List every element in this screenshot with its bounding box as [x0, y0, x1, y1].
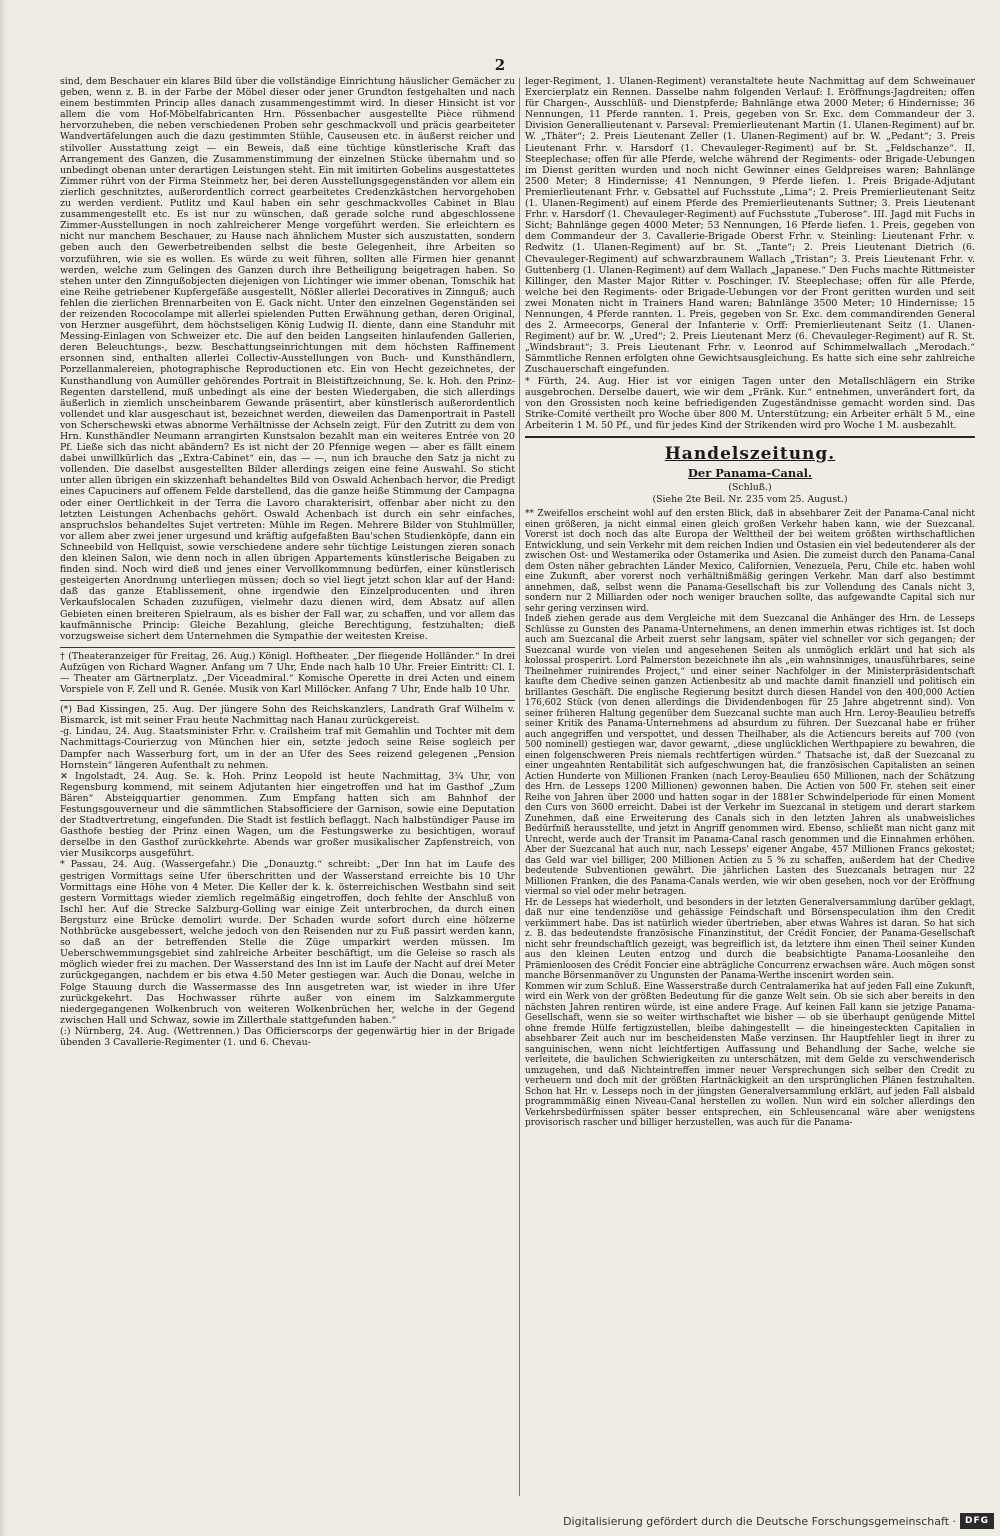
article-exhibition-review: sind, dem Beschauer ein klares Bild über die vollständige Einrichtung häuslicher Gemächer zu geben, wenn z. B. in der Farbe der Möbel dieser oder jener Grundton festgehalten und nach einem bestimmten Princip alles danach zusammengestimmt wird. In dieser Hinsicht ist vor allem die vom Hof-Möbelfabricanten Hrn. Pössenbacher ausgestellte Pièce rühmend hervorzuheben, die neben verschiedenen Proben sehr geschmackvoll und präcis gearbeiteter Wandvertäfelungen auch die dazu gestimmten Stühle, Causeusen etc. in äußerst reicher und stilvoller Ausstattung zeigt — ein Beweis, daß eine tüchtige künstlerische Kraft das Arrangement des Ganzen, die Zusammenstimmung der einzelnen Stücke übernahm und so unbedingt obenan unter derartigen Leistungen steht. Ein mit imitirten Gobelins ausgestattetes Zimmer rührt von der Firma Steinmetz her, bei deren Ausstellungsgegenständen vor allem ein zierlich geschnitztes, außerordentlich correct gearbeitetes Credenzkästchen hervorgehoben zu werden verdient. Putlitz und Kaul haben ein sehr geschmackvolles Cabinet in Blau zusammengestellt etc. Es ist nur zu wünschen, daß gerade solche rund abgeschlossene Zimmer-Ausstellungen in noch zahlreicherer Menge vorgeführt werden. Sie erleichtern es nicht nur manchem Beschauer, zu Hause nach ähnlichem Muster sich auszustatten, sondern geben auch den Gewerbetreibenden selbst die beste Gelegenheit, ihre Arbeiten so vorzuführen, wie sie es wollen. Es würde zu weit führen, sollten alle Firmen hier genannt werden, welche zum Gelingen des Ganzen durch ihre Betheiligung beigetragen haben. So stehen unter den Zinngußobjecten diejenigen von Lichtinger wie immer obenan, Tomschik hat eine Reihe getriebener Kupfergefäße ausgestellt, Nößler allerlei Decoratives in Zinnguß; auch fehlen die zierlichen Brennarbeiten von E. Gack nicht. Unter den einzelnen Gegenständen sei der reizenden Rococolampe mit allerlei spielenden Putten Erwähnung gethan, deren Original, von Herzner ausgeführt, dem höchstseligen König Ludwig II. diente, dann eine Standuhr mit Messing-Einlagen von Schweizer etc. Die auf den beiden Langseiten hinlaufenden Gallerien, deren Beleuchtungs-, bezw. Beschattungseinrichtungen mit dem höchsten Raffinement ersonnen sind, enthalten allerlei Collectiv-Ausstellungen von Buch- und Kunsthändlern, Porzellanmalereien, photographische Reproductionen etc. Ein von Hecht gezeichnetes, der Kunsthandlung von Aumüller gehörendes Portrait in Bleistiftzeichnung, Se. k. Hoh. den Prinz-Regenten darstellend, muß unbedingt als eine der besten Wiedergaben, die sich allerdings äußerlich in ziemlich unscheinbarem Gewande präsentirt, aber künstlerisch außerordentlich vollendet und klar ausgeschaut ist, bezeichnet werden, dieweilen das Damenportrait in Pastell von Scherschewski etwas abnorme Verhältnisse der Achseln zeigt. Für den Zutritt zu dem von Hrn. Kunsthändler Neumann arrangirten Kunstsalon bezahlt man ein weiteres Entrée von 20 Pf. Ließe sich das nicht abändern? Es ist nicht der 20 Pfennige wegen — aber es fällt einem dabei unwillkürlich das „Extra-Cabinet“ ein, das — —, nun ich brauche den Satz ja nicht zu vollenden. Die daselbst ausgestellten Bilder allerdings zeigen eine feine Auswahl. So sticht unter allen übrigen ein skizzenhaft behandeltes Bild von Oswald Achenbach hervor, die Predigt eines Capuciners auf offenem Felde darstellend, das die ganze heiße Stimmung der Campagna oder einer Oertlichkeit in der Terra die Lavoro charakterisirt, offenbar aber nicht zu den letzten Leistungen Achenbachs gehört. Oswald Achenbach ist durch ein sehr einfaches, anspruchslos behandeltes Sujet vertreten: Mühle im Regen. Mehrere Bilder von Stuhlmüller, vor allem aber zwei jener urgesund und kräftig aufgefaßten Bau'schen Studienköpfe, dann ein Schneebild von Hellquist, sowie verschiedene andere sehr tüchtige Leistungen zieren sonach den kleinen Salon, wie denn noch in allen übrigen Appartements künstlerische Beigaben zu finden sind. Noch wird dieß und jenes einer Vervollkommnung bedürfen, einer künstlerisch gesteigerten Anordnung unterliegen müssen; doch so viel liegt jetzt schon klar auf der Hand: daß das ganze Etablissement, ohne irgendwie den Einzelproducenten und ihren Verkaufslocalen Schaden zuzufügen, vielmehr dazu dienen wird, dem Absatz auf allen Gebieten einen breiteren Spielraum, als es bisher der Fall war, zu schaffen, und vor allem das kaufmännische Princip: Gleiche Bezahlung, gleiche Berechtigung, festzuhalten; dieß vorzugsweise sichert dem Unternehmen die Sympathie der weitesten Kreise.: [60, 76, 515, 642]
panama-paragraph: Indeß ziehen gerade aus dem Vergleiche mit dem Suezcanal die Anhänger des Hrn. de Lesseps Schlüsse zu Gunsten des Panama-Unternehmens, an denen immerhin etwas richtiges ist. Ist doch auch am Suezcanal die Arbeit zuerst sehr langsam, später viel schneller vor sich gegangen; der Suezcanal wurde von vielen und angesehenen Seiten als unmöglich erklärt und hat sich als kolossal prosperirt. Lord Palmerston bezeichnete ihn als „ein wahnsinniges, unausführbares, seine Theilnehmer ruinirendes Project,“ und einer seiner Nachfolger in der Ministerpräsidentschaft kaufte dem Chedive seinen ganzen Actienbesitz ab und machte damit finanziell und politisch ein brillantes Geschäft. Die englische Regierung besitzt durch diesen Handel von den 400,000 Actien 176,602 Stück (von denen allerdings die Dividendenbogen für 25 Jahre abgetrennt sind). Von seiner früheren Haltung gegenüber dem Suezcanal suchte man auch Hrn. Leroy-Beaulieu betreffs seiner Kritik des Panama-Unternehmens ad absurdum zu führen. Der Suezcanal habe er früher auch angegriffen und verspottet, und dessen Theilhaber, als die Actiencurs bereits auf 700 (von 500 nominell) gestiegen war, davor gewarnt, „diese unglücklichen Werthpapiere zu bewahren, die einen folgenschweren Preis niemals rechtfertigen würden.“ Thatsache ist, daß der Suezcanal zu einer ungeahnten Rentabilität sich aufgeschwungen hat, die französischen Capitalisten an seinen Actien Hunderte von Millionen Franken (nach Leroy-Beaulieu 650 Millionen, nach der Schätzung des Hrn. de Lesseps 1200 Millionen) gewonnen haben. Die Actien von 500 Fr. stehen seit einer Reihe von Jahren über 2000 und hatten sogar in der 1881er Schwindelperiode für einen Moment den Curs von 3600 erreicht. Dabei ist der Verkehr im Suezcanal in stetigem und derart starkem Zunehmen, daß eine Erweiterung des Canals sich in den letzten Jahren als unabweisliches Bedürfniß herausstellte, und jetzt in Angriff genommen wird. Ebenso, schließt man nicht ganz mit Unrecht, werde auch der Transit im Panama-Canal rasch genommen und die Einnahmen erhöhen. Aber der Suezcanal hat auch nur, nach Lesseps' eigener Angabe, 457 Millionen Francs gekostet; das Geld war viel billiger, 200 Millionen Actien zu 5 % zu schaffen, außerdem hat der Chedive bedeutende Subventionen gewährt. Die jährlichen Lasten des Suezcanals betragen nur 22 Millionen Franken, die des Panama-Canals werden, wie wir oben gesehen, noch vor der Eröffnung viermal so viel oder mehr betragen.: [525, 614, 975, 897]
article-reference: (Siehe 2te Beil. Nr. 235 vom 25. August.): [652, 494, 848, 505]
separator-rule: [60, 700, 515, 701]
separator-rule: [60, 647, 515, 648]
page-number: 2: [494, 56, 506, 74]
footer-credit: Digitalisierung gefördert durch die Deutsche Forschungsgemeinschaft ·: [563, 1515, 956, 1528]
article-fuerth: * Fürth, 24. Aug. Hier ist vor einigen Tagen unter den Metallschlägern ein Strike ausgebrochen. Derselbe dauert, wie wir dem „Fränk. Kur.“ entnehmen, unverändert fort, da von den Grossisten noch keine befriedigenden Zugeständnisse gemacht worden sind. Das Strike-Comité vertheilt pro Woche über 800 M. Unterstützung; ein Arbeiter erhält 5 M., eine Arbeiterin 1 M. 50 Pf., und für jedes Kind der Strikenden wird pro Woche 1 M. ausbezahlt.: [525, 375, 975, 431]
article-title: Der Panama-Canal.: [687, 466, 813, 480]
scan-edge-left: [0, 0, 6, 1536]
column-divider: [519, 78, 520, 1496]
article-passau: * Passau, 24. Aug. (Wassergefahr.) Die „Donauztg.“ schreibt: „Der Inn hat im Laufe des gestrigen Vormittags seine Ufer überschritten und der Wasserstand erreichte bis 10 Uhr Vormittags eine Höhe von 4 Meter. Die Keller der k. k. österreichischen Westbahn sind seit gestern Vormittags wieder ziemlich regelmäßig eingetroffen, doch fehlte der Anschluß von Ischl her. Auf die Strecke Salzburg-Golling war einige Zeit unterbrochen, da durch einen Bergsturz eine Brücke demolirt wurde. Der Schaden wurde sofort durch eine hölzerne Nothbrücke ausgebessert, welche jedoch von den Reisenden nur zu Fuß passirt werden kann, so daß an der betreffenden Stelle die Züge umparkirt werden müssen. Im Ueberschwemmungsgebiet sind zahlreiche Arbeiter beschäftigt, um die Geleise so rasch als möglich wieder frei zu machen. Der Wasserstand des Inn ist im Laufe der Nacht auf drei Meter zurückgegangen, nachdem er bis etwa 4.50 Meter gestiegen war. Auch die Donau, welche in Folge Stauung durch die Wassermasse des Inn ausgetreten war, ist wieder in ihre Ufer zurückgekehrt. Das Hochwasser rührte außer von einem im Salzkammergute niedergegangenen Wolkenbruch von weiteren Wolkenbrüchen her, welche in der Gegend zwischen Hall und Schwaz, sowie im Zillerthale stattgefunden haben.“: [60, 859, 515, 1026]
article-theater-listing: † (Theateranzeiger für Freitag, 26. Aug.) Königl. Hoftheater. „Der fliegende Holländer.“ In drei Aufzügen von Richard Wagner. Anfang um 7 Uhr, Ende nach halb 10 Uhr. Freier Eintritt: Cl. I. — Theater am Gärtnerplatz. „Der Viceadmiral.“ Komische Operette in drei Acten und einem Vorspiele von F. Zell und R. Genée. Musik von Karl Millöcker. Anfang 7 Uhr, Ende halb 10 Uhr.: [60, 650, 515, 696]
article-continuation-note: (Schluß.): [728, 482, 772, 493]
article-bad-kissingen: (*) Bad Kissingen, 25. Aug. Der jüngere Sohn des Reichskanzlers, Landrath Graf Wilhelm v. Bismarck, ist mit seiner Frau heute Nachmittag nach Hanau zurückgereist.: [60, 704, 515, 727]
panama-paragraph: ** Zweifellos erscheint wohl auf den ersten Blick, daß in absehbarer Zeit der Panama-Canal nicht einen größeren, ja nicht einmal einen gleich großen Verkehr haben kann, wie der Suezcanal. Vorerst ist doch noch das alte Europa der Welttheil der bei weitem größten wirthschaftlichen Entwicklung, und sein Verkehr mit dem reichen Indien und Ostasien ein viel bedeutenderer als der zwischen Ost- und Westamerika oder Ostamerika und Asien. Die zumeist durch den Panama-Canal dem Osten näher gebrachten Länder Mexico, Californien, Venezuela, Peru, Chile etc. haben wohl eine Zukunft, aber vorerst noch verhältnißmäßig geringen Verkehr. Man darf also bestimmt annehmen, daß, selbst wenn die Panama-Gesellschaft bis zur Vollendung des Canals nicht 3, sondern nur 2 Milliarden oder noch weniger brauchen sollte, das aufgewandte Capital sich nur sehr gering verzinsen wird.: [525, 509, 975, 614]
dfg-logo: DFG: [960, 1513, 994, 1529]
section-rule: [525, 436, 975, 438]
section-title: Handelszeitung.: [664, 444, 836, 464]
panama-paragraph: Hr. de Lesseps hat wiederholt, und besonders in der letzten Generalversammlung darüber geklagt, daß nur eine tendenziöse und gehässige Feindschaft und Börsenspeculation ihm den Credit verkümmert habe. Das ist natürlich wieder übertrieben, aber etwas Wahres ist daran. So hat sich z. B. das bedeutendste französische Finanzinstitut, der Crédit Foncier, der Panama-Gesellschaft nicht sehr freundschaftlich gezeigt, was begreiflich ist, da letztere ihm einen Theil seiner Kunden aus den kleinen Leuten entzog und durch die beabsichtigte Panama-Loosanleihe den Prämienloosen des Crédit Foncier eine abträgliche Concurrenz erwachsen wäre. Auch mögen sonst manche Börsenmanöver zu Ungunsten der Panama-Werthe inscenirt worden sein.: [525, 897, 975, 981]
digitization-footer: [0, 1508, 1000, 1536]
article-lindau: -g. Lindau, 24. Aug. Staatsminister Frhr. v. Crailsheim traf mit Gemahlin und Tochter mit dem Nachmittags-Courierzug von München hier ein, setzte jedoch seine Reise sogleich per Dampfer nach Wasserburg fort, um in der an Ufer des Sees reizend gelegenen „Pension Hornstein“ längeren Aufenthalt zu nehmen.: [60, 726, 515, 771]
article-nuernberg-continued: leger-Regiment, 1. Ulanen-Regiment) veranstaltete heute Nachmittag auf dem Schweinauer Exercierplatz ein Rennen. Dasselbe nahm folgenden Verlauf: I. Eröffnungs-Jagdreiten; offen für Chargen-, Ausschlüß- und Dienstpferde; Bahnlänge etwa 2000 Meter; 6 Hindernisse; 36 Nennungen, 11 Pferde rannten. 1. Preis, gegeben von Sr. Exc. dem Commandeur der 3. Division Generallieutenant v. Parseval: Premierlieutenant Martin (1. Ulanen-Regiment) auf br. W. „Thäter“; 2. Preis Lieutenant Zeller (1. Ulanen-Regiment) auf br. W. „Pedant“; 3. Preis Lieutenant Frhr. v. Harsdorf (1. Chevauleger-Regiment) auf br. St. „Feldschanze“. II. Steeplechase; offen für alle Pferde, welche während der Regiments- oder Brigade-Uebungen im Dienst geritten wurden und noch nicht Gewinner eines Geldpreises waren; Bahnlänge 2500 Meter; 8 Hindernisse; 41 Nennungen, 9 Pferde liefen. 1. Preis Brigade-Adjutant Premierlieutenant Frhr. v. Gebsattel auf Fuchsstute „Lima“; 2. Preis Premierlieutenant Seitz (1. Ulanen-Regiment) auf einem Pferde des Premierlieutenants Suttner; 3. Preis Lieutenant Frhr. v. Harsdorf (1. Chevauleger-Regiment) auf Fuchsstute „Tuberose“. III. Jagd mit Fuchs in Sicht; Bahnlänge gegen 4000 Meter; 53 Nennungen, 16 Pferde liefen. 1. Preis, gegeben von dem Commandeur der 3. Cavallerie-Brigade Oberst Frhr. v. Steinling: Lieutenant Frhr. v. Redwitz (1. Ulanen-Regiment) auf br. St. „Tante“; 2. Preis Lieutenant Dietrich (6. Chevauleger-Regiment) auf schwarzbraunem Wallach „Tristan“; 3. Preis Lieutenant Frhr. v. Guttenberg (1. Ulanen-Regiment) auf dem Wallach „Japanese.“ Den Fuchs machte Rittmeister Killinger, den Master Major Ritter v. Poschinger. IV. Steeplechase; offen für alle Pferde, welche bei den Regiments- oder Brigade-Uebungen vor der Front geritten wurden und seit zwei Monaten nicht in Trainers Hand waren; Bahnlänge 3500 Meter; 10 Hindernisse; 15 Nennungen, 4 Pferde rannten. 1. Preis, gegeben von Sr. Exc. dem commandirenden General des 2. Armeecorps, General der Infanterie v. Orff: Premierlieutenant Seitz (1. Ulanen-Regiment) auf br. W. „Ured“; 2. Preis Lieutenant Merz (6. Chevauleger-Regiment) auf R. St. „Windsbraut“; 3. Preis Lieutenant Frhr. v. Leonrod auf Schimmelwallach „Merodach.“ Sämmtliche Rennen erfolgten ohne Gewichtsausgleichung. Es hatte sich eine sehr zahlreiche Zuschauerschaft eingefunden.: [525, 76, 975, 376]
left-column: [60, 76, 515, 1496]
panama-article-body: [525, 509, 975, 1129]
right-column: [525, 76, 975, 1496]
article-ingolstadt: ✕ Ingolstadt, 24. Aug. Se. k. Hoh. Prinz Leopold ist heute Nachmittag, 3¾ Uhr, von Regensburg kommend, mit seinem Adjutanten hier eingetroffen und hat im Gasthof „Zum Bären“ Absteigquartier genommen. Zum Empfang hatten sich am Bahnhof der Festungsgouverneur und die sämmtlichen Stabsofficiere der Garnison, sowie eine Deputation der Stadtvertretung, eingefunden. Die Stadt ist festlich beflaggt. Nach halbstündiger Pause im Gasthofe bestieg der Prinz einen Wagen, um die Festungswerke zu besichtigen, worauf derselbe in den Gasthof zurückkehrte. Abends war großer musikalischer Zapfenstreich, von vier Musikcorps ausgeführt.: [60, 770, 515, 860]
article-nuernberg: (:) Nürnberg, 24. Aug. (Wettrennen.) Das Officierscorps der gegenwärtig hier in der Brigade übenden 3 Cavallerie-Regimenter (1. und 6. Chevau-: [60, 1025, 515, 1048]
panama-paragraph: Kommen wir zum Schluß. Eine Wasserstraße durch Centralamerika hat auf jeden Fall eine Zukunft, wird ein Werk von der größten Bedeutung für die ganze Welt sein. Ob sie sich aber bereits in den nächsten Jahren rentiren würde, ist eine andere Frage. Auf keinen Fall kann sie jetzige Panama-Gesellschaft, wenn sie so weiter wirthschaftet wie bisher — ob sie überhaupt genügende Mittel ohne fremde Hülfe fertigzustellen, bleibe dahingestellt — die hineingesteckten Capitalien in absehbarer Zeit auch nur im bescheidensten Maße verzinsen. Ihr Hauptfehler liegt in ihrer zu sanguinischen, wenn nicht leichtfertigen Auffassung und Behandlung der Sache, welche sie verleitete, die baulichen Schwierigkeiten zu unterschätzen, mit dem Gelde zu verschwenderisch umzugehen, und daß Nichteintreffen immer neuer Versprechungen sich selber den Credit zu verheuern und doch mit der größten Hartnäckigkeit an den ursprünglichen Plänen festzuhalten. Schon hat Hr. v. Lesseps noch in der jüngsten Generalversammlung erklärt, auf jeden Fall alsbald programmmäßig einen Niveau-Canal herstellen zu wollen. Nun wird ein solcher allerdings den Verkehrsbedürfnissen später besser entsprechen, ein Schleusencanal wäre aber wenigstens provisorisch rascher und billiger herzustellen, was auch für die Panama-: [525, 981, 975, 1128]
